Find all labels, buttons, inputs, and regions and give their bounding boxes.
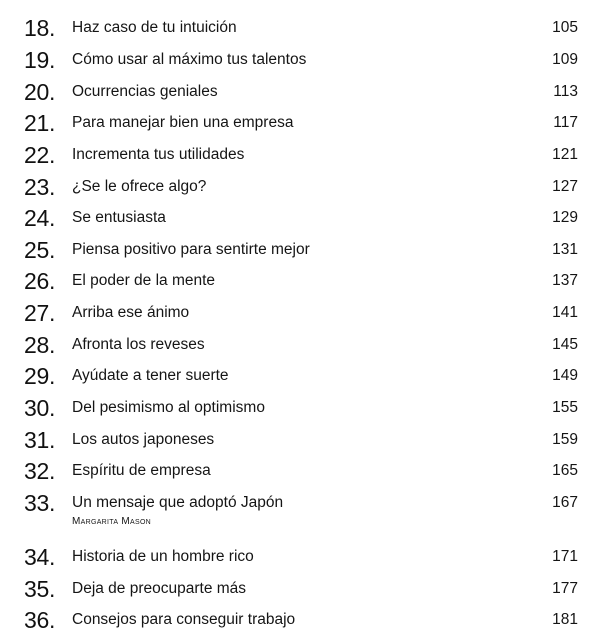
entry-page: 149 (552, 367, 578, 384)
entry-page: 105 (552, 19, 578, 36)
entry-title: Haz caso de tu intuición (72, 19, 237, 36)
entry-title: Incrementa tus utilidades (72, 146, 245, 163)
entry-page: 181 (552, 611, 578, 628)
entry-page: 165 (552, 462, 578, 479)
toc-entry[interactable] (0, 330, 600, 360)
toc-entry[interactable] (0, 298, 600, 328)
toc-entry[interactable] (0, 266, 600, 296)
entry-title: Del pesimismo al optimismo (72, 399, 265, 416)
entry-number: 29. (24, 363, 56, 389)
entry-page: 113 (553, 83, 578, 100)
entry-title: Los autos japoneses (72, 431, 215, 448)
entry-page: 109 (552, 51, 578, 68)
entry-number: 36. (24, 607, 56, 633)
toc-entry[interactable] (0, 235, 600, 265)
toc-entry[interactable] (0, 605, 600, 635)
entry-title: Deja de preocuparte más (72, 580, 247, 597)
entry-title: Afronta los reveses (72, 336, 205, 353)
entry-page: 131 (552, 241, 578, 258)
entry-title: Piensa positivo para sentirte mejor (72, 241, 310, 258)
toc-entry[interactable] (0, 393, 600, 423)
entry-page: 141 (552, 304, 578, 321)
entry-number: 23. (24, 174, 56, 200)
entry-number: 35. (24, 576, 56, 602)
entry-page: 129 (552, 209, 578, 226)
entry-number: 34. (24, 544, 56, 570)
entry-page: 145 (552, 336, 578, 353)
entry-title: Ocurrencias geniales (72, 83, 218, 100)
entry-page: 159 (552, 431, 578, 448)
entry-number: 27. (24, 300, 56, 326)
toc-entry[interactable] (0, 574, 600, 604)
toc-entry[interactable] (0, 203, 600, 233)
entry-number: 20. (24, 79, 56, 105)
entry-number: 18. (24, 15, 56, 41)
entry-page: 177 (552, 580, 578, 597)
entry-page: 171 (552, 548, 578, 565)
entry-number: 32. (24, 458, 56, 484)
toc-entry[interactable] (0, 488, 600, 536)
toc-entry[interactable] (0, 425, 600, 455)
entry-number: 26. (24, 268, 56, 294)
toc-entry[interactable] (0, 45, 600, 75)
toc-entry[interactable] (0, 108, 600, 138)
entry-title: Arriba ese ánimo (72, 304, 190, 321)
toc-entry[interactable] (0, 13, 600, 43)
entry-title: Se entusiasta (72, 209, 166, 226)
entry-author: Margarita Mason (72, 516, 152, 527)
entry-number: 25. (24, 237, 56, 263)
entry-title: Un mensaje que adoptó Japón (72, 494, 284, 511)
entry-number: 30. (24, 395, 56, 421)
entry-title: Historia de un hombre rico (72, 548, 254, 565)
entry-number: 19. (24, 47, 56, 73)
entry-title: Consejos para conseguir trabajo (72, 611, 296, 628)
entry-number: 28. (24, 332, 56, 358)
entry-title: ¿Se le ofrece algo? (72, 178, 207, 195)
entry-title: El poder de la mente (72, 272, 216, 289)
entry-number: 21. (24, 110, 56, 136)
entry-title: Cómo usar al máximo tus talentos (72, 51, 307, 68)
entry-number: 33. (24, 490, 56, 516)
entry-page: 155 (552, 399, 578, 416)
entry-page: 137 (552, 272, 578, 289)
entry-page: 117 (553, 114, 578, 131)
entry-page: 121 (552, 146, 578, 163)
entry-title: Para manejar bien una empresa (72, 114, 294, 131)
toc-entry[interactable] (0, 172, 600, 202)
entry-page: 167 (552, 494, 578, 511)
toc-entry[interactable] (0, 361, 600, 391)
toc-entry[interactable] (0, 542, 600, 572)
toc-entry[interactable] (0, 140, 600, 170)
entry-title: Ayúdate a tener suerte (72, 367, 229, 384)
entry-number: 24. (24, 205, 56, 231)
toc-entry[interactable] (0, 77, 600, 107)
toc-entry[interactable] (0, 456, 600, 486)
entry-title: Espíritu de empresa (72, 462, 211, 479)
entry-number: 31. (24, 427, 56, 453)
entry-number: 22. (24, 142, 56, 168)
entry-page: 127 (552, 178, 578, 195)
